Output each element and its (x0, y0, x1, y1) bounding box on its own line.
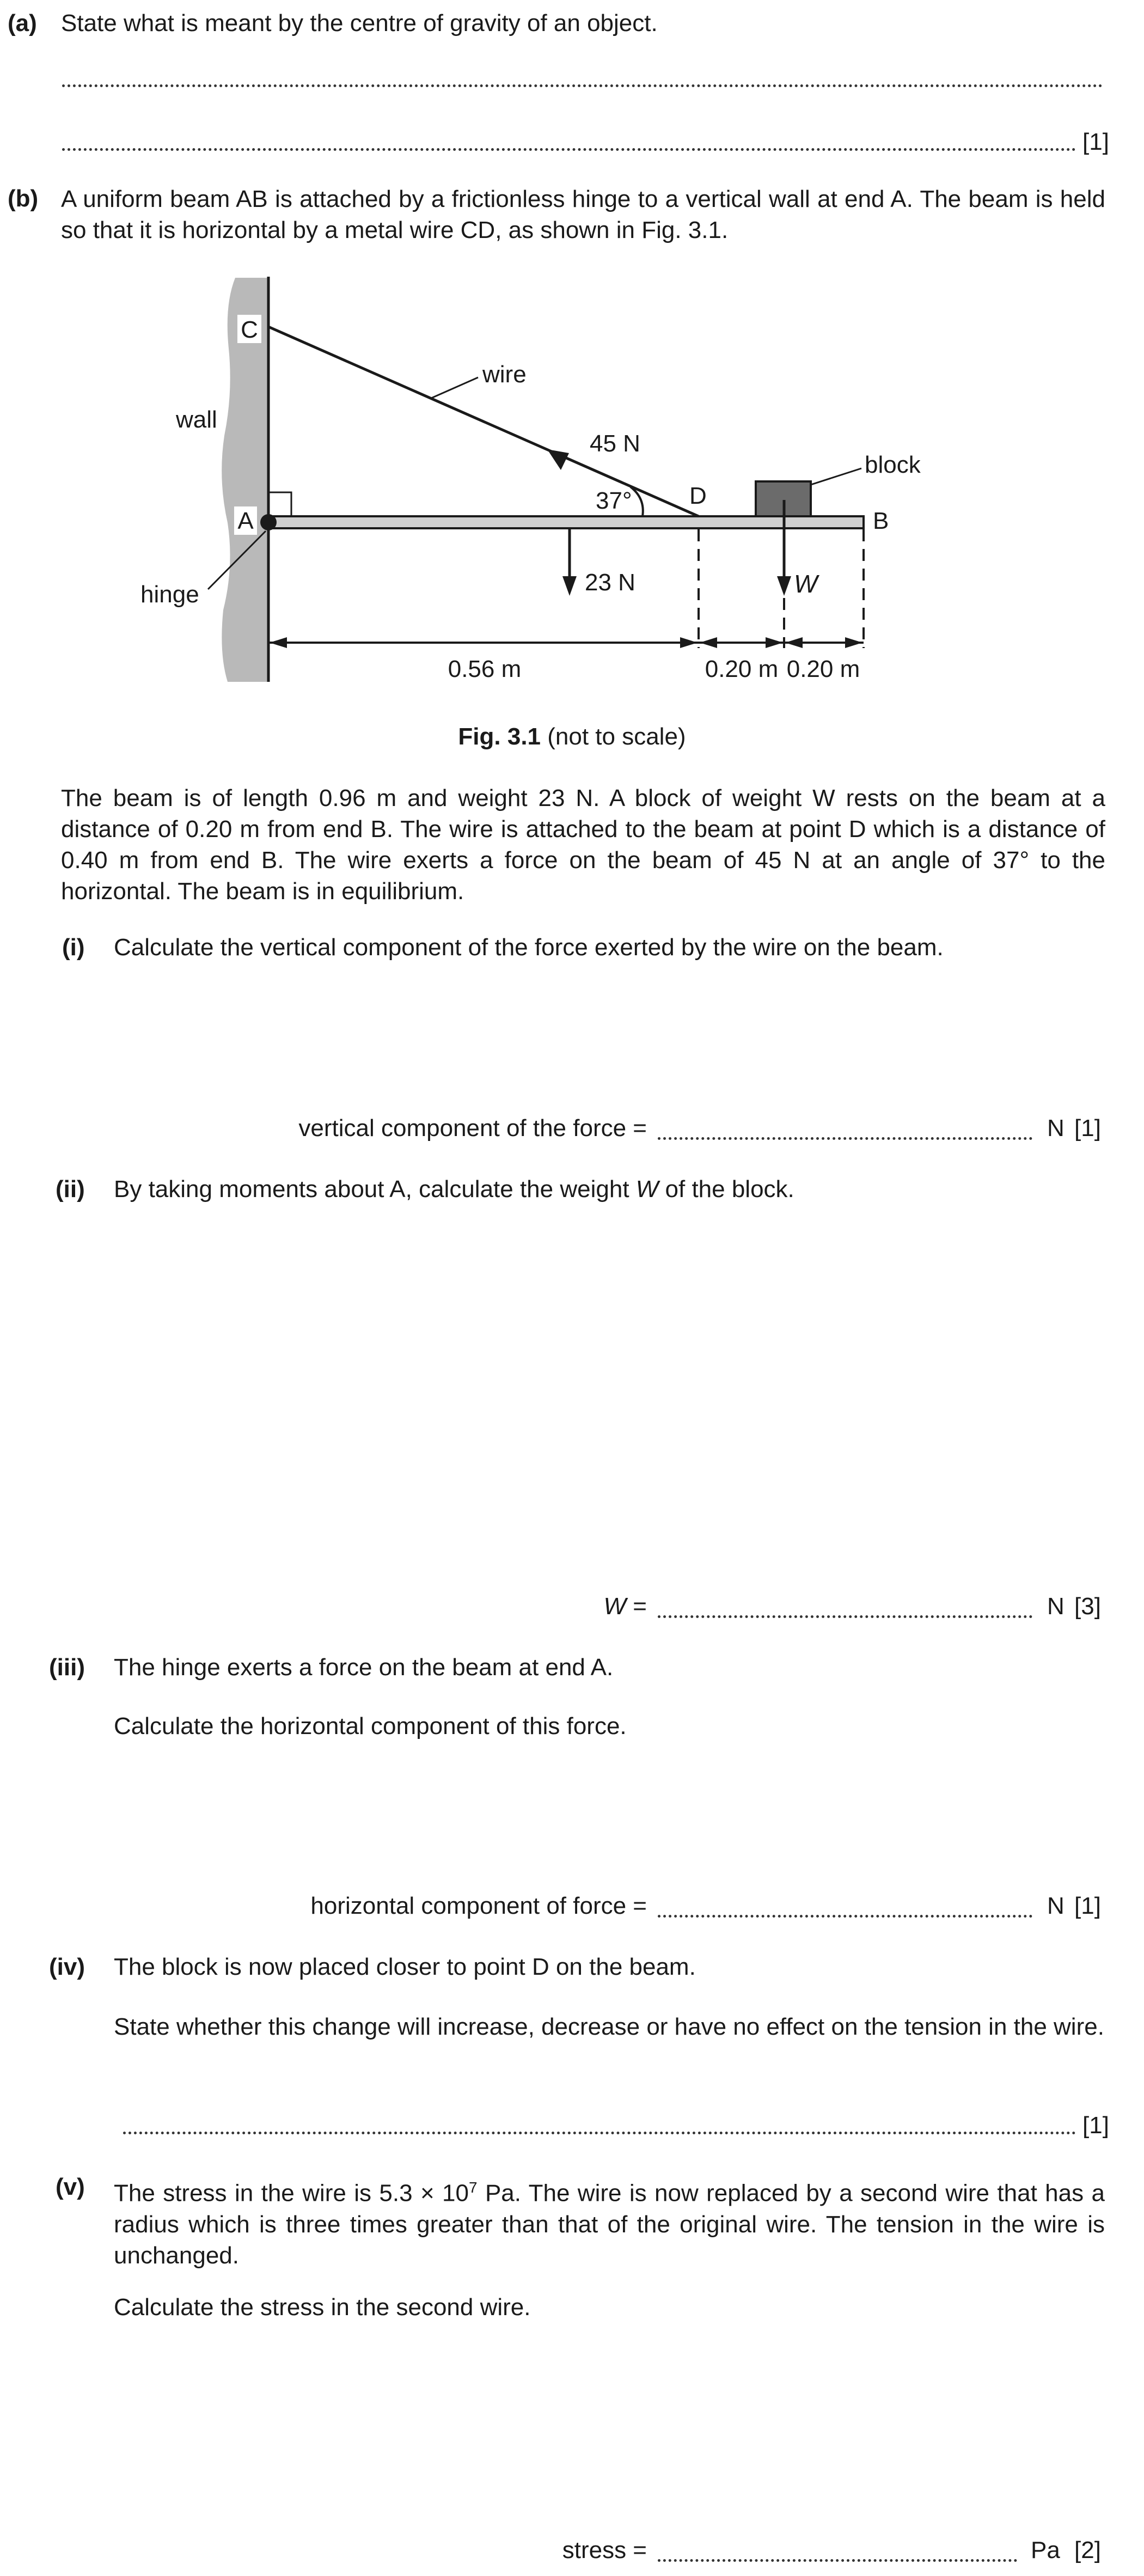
question-v-exponent: 7 (468, 2179, 478, 2196)
answer-iii-line[interactable] (658, 1915, 1032, 1918)
label-a: A (237, 508, 254, 534)
answer-v-line[interactable] (658, 2559, 1017, 2562)
question-ii-label: (ii) (56, 1176, 85, 1202)
part-a-label: (a) (8, 10, 37, 36)
dim-arrow-d-left (680, 637, 698, 648)
right-angle-marker (268, 492, 291, 516)
dim-arrow-b-left (845, 637, 862, 648)
label-c: C (241, 316, 258, 343)
answer-i-unit: N (1047, 1115, 1065, 1142)
label-beam-weight: 23 N (585, 569, 635, 596)
wire-line (268, 327, 699, 516)
label-hinge: hinge (140, 581, 199, 608)
tension-arrowhead (547, 449, 569, 470)
figure-3-1 (0, 0, 1144, 762)
answer-v-unit: Pa (1031, 2537, 1060, 2563)
dim-arrow-block-left (766, 637, 783, 648)
beam (268, 516, 864, 528)
question-i-label: (i) (62, 934, 85, 961)
dim-arrow-d-right (700, 637, 717, 648)
part-a-question: State what is meant by the centre of gravity of an object. (61, 10, 658, 36)
label-d: D (689, 483, 707, 509)
answer-iii-marks: [1] (1074, 1893, 1101, 1919)
answer-v-prefix: stress = (562, 2537, 647, 2563)
dim-arrow-a-right (270, 637, 287, 648)
block-weight-arrowhead (777, 576, 791, 596)
label-dim-d-block: 0.20 m (705, 656, 779, 682)
answer-ii-w: W (603, 1593, 627, 1620)
context-paragraph: The beam is of length 0.96 m and weight 23 N. A block of weight W rests on the beam at a distance of 0.20 m from end B. The wire is attached to the beam at point D which is a distance of 0.40 m from end B. The wire exerts a force on the beam of 45 N at an angle of 37° to the horizontal. The beam is in equilibrium. (61, 785, 1105, 905)
question-iii-text: The hinge exerts a force on the beam at end A. (114, 1654, 614, 1681)
label-dim-ad: 0.56 m (448, 656, 522, 682)
figure-caption-bold: Fig. 3.1 (458, 723, 541, 750)
part-a-marks: [1] (1082, 129, 1109, 155)
answer-iii-unit: N (1047, 1893, 1065, 1919)
dim-arrow-block-right (785, 637, 803, 648)
figure-caption-rest: (not to scale) (541, 723, 686, 750)
label-block-weight: W (794, 570, 818, 598)
question-iii-label: (iii) (49, 1654, 85, 1681)
label-wire: wire (482, 361, 527, 388)
answer-i-line[interactable] (658, 1137, 1032, 1140)
answer-iii-prefix: horizontal component of force = (310, 1893, 647, 1919)
answer-i-marks: [1] (1074, 1115, 1101, 1142)
part-b-label: (b) (8, 185, 39, 212)
part-b-intro: A uniform beam AB is attached by a frictionless hinge to a vertical wall at end A. The beam is held so that it is horizontal by a metal wire CD, as shown in Fig. 3.1. (61, 186, 1105, 243)
answer-v-marks: [2] (1074, 2537, 1101, 2563)
answer-ii-marks: [3] (1074, 1593, 1101, 1620)
label-block: block (865, 451, 921, 478)
answer-i-prefix: vertical component of the force = (298, 1115, 647, 1142)
question-ii-text (114, 1174, 794, 1205)
label-wall: wall (176, 406, 217, 433)
label-tension: 45 N (590, 430, 640, 457)
question-v-text-after: Pa. The wire is now replaced by a second wire that has a radius which is three times greater than that of the original wire. The tension in the wire is unchanged. (114, 2180, 1105, 2269)
question-ii-text-a: By taking moments about A, calculate the weight (114, 1176, 636, 1202)
label-dim-block-b: 0.20 m (786, 656, 860, 682)
label-b: B (873, 508, 889, 534)
label-angle: 37° (596, 487, 632, 514)
answer-ii-line[interactable] (658, 1615, 1032, 1618)
wire-leader (431, 377, 478, 398)
answer-iv-marks: [1] (1082, 2112, 1109, 2139)
question-ii-text-w: W (635, 1176, 659, 1202)
question-v-text (114, 2172, 1105, 2271)
beam-weight-arrowhead (562, 576, 577, 596)
hinge-pin (260, 514, 277, 530)
question-iv-label: (iv) (49, 1954, 85, 1980)
question-v-text-before: The stress in the wire is 5.3 × 10 (114, 2180, 469, 2207)
answer-iv-line[interactable] (123, 2132, 1076, 2134)
question-iv-text: The block is now placed closer to point D on the beam. (114, 1954, 696, 1980)
answer-ii-prefix: W = (603, 1593, 647, 1620)
question-iii-text2: Calculate the horizontal component of this force. (114, 1713, 627, 1739)
question-iv-text2: State whether this change will increase, decrease or have no effect on the tension in the wire. (114, 2013, 1104, 2040)
question-v-label: (v) (56, 2174, 85, 2200)
figure-caption (0, 722, 1144, 752)
question-v-text2: Calculate the stress in the second wire. (114, 2294, 531, 2321)
block-leader (811, 468, 861, 485)
question-ii-text-b: of the block. (658, 1176, 794, 1202)
answer-ii-unit: N (1047, 1593, 1065, 1620)
question-i-text: Calculate the vertical component of the force exerted by the wire on the beam. (114, 934, 944, 961)
